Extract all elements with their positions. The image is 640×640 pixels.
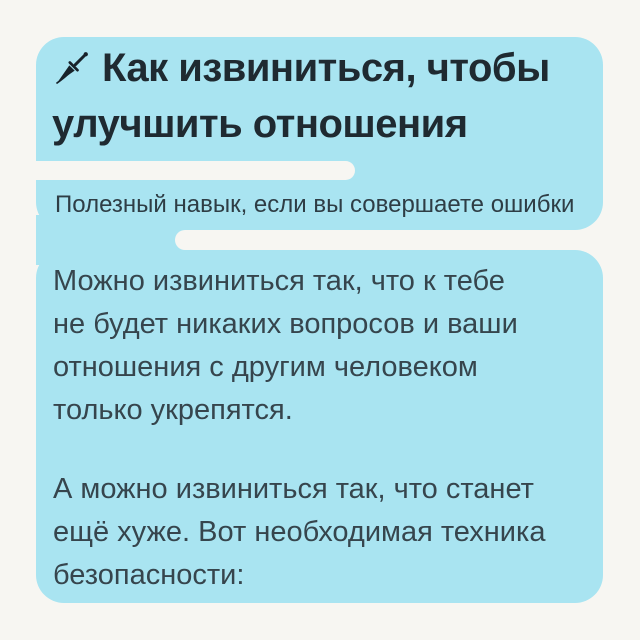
body-line: ещё хуже. Вот необходимая техника (53, 516, 546, 548)
bubble-notch-bottom (175, 230, 635, 250)
title-line: Как извиниться, чтобы (102, 46, 550, 90)
subtitle-text: Полезный навык, если вы совершаете ошибки (55, 191, 575, 218)
paragraph (53, 468, 545, 597)
body-line: А можно извиниться так, что станет (53, 473, 534, 505)
bubble-notch-top (10, 161, 355, 180)
body-line: отношения с другим человеком (53, 351, 478, 383)
dagger-icon (52, 47, 92, 87)
body-text (53, 260, 545, 597)
paragraph (53, 260, 545, 432)
body-line: безопасности: (53, 559, 245, 591)
body-line: не будет никаких вопросов и ваши (53, 308, 518, 340)
page-title (52, 40, 550, 152)
body-line: Можно извиниться так, что к тебе (53, 265, 505, 297)
body-line: только укрепятся. (53, 394, 293, 426)
title-line: улучшить отношения (52, 102, 468, 146)
